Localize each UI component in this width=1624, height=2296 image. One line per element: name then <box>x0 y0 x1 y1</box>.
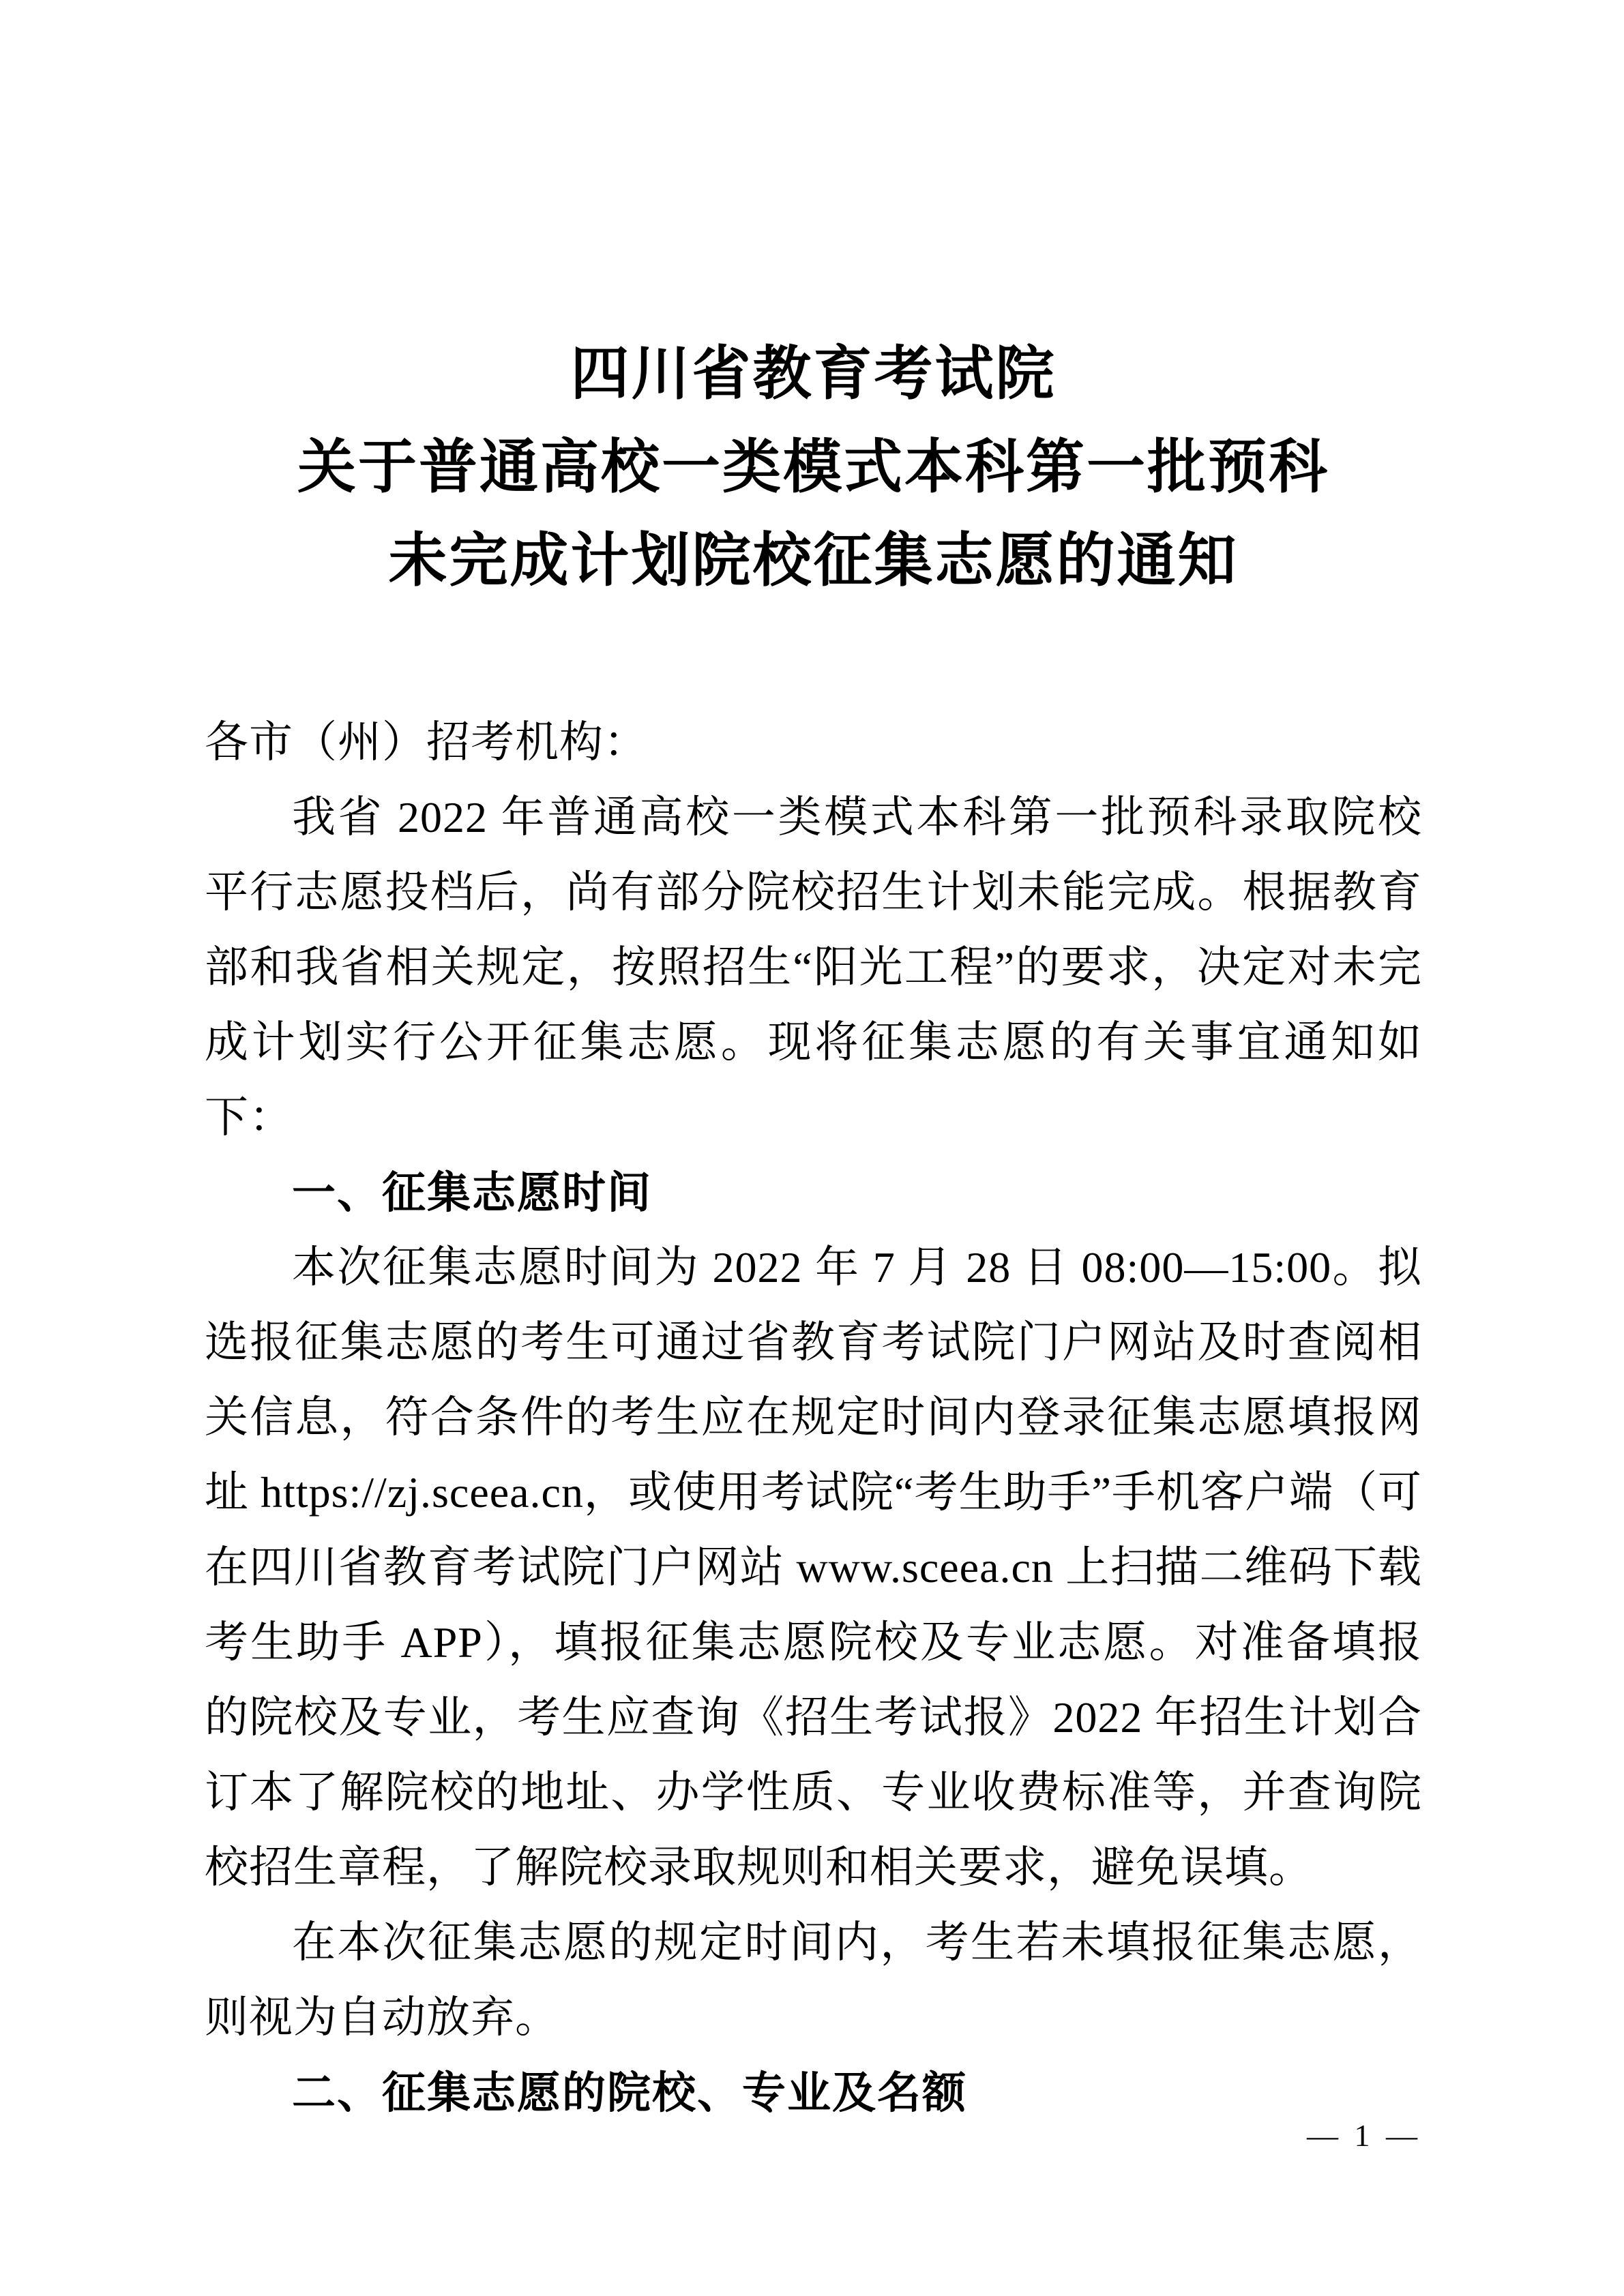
section-2-heading: 二、征集志愿的院校、专业及名额 <box>292 2068 967 2117</box>
deadline-paragraph: 在本次征集志愿的规定时间内，考生若未填报征集志愿，则视为自动放弃。 <box>205 1918 1422 2042</box>
title-line-1: 四川省教育考试院 <box>570 341 1057 406</box>
section-1-paragraph: 本次征集志愿时间为 2022 年 7 月 28 日 08:00—15:00。拟选报征集志愿的考生可通过省教育考试院门户网站及时查阅相关信息，符合条件的考生应在规定时间内登录征集志愿填报网址 https://zj.sceea.cn，或使用考试院“考生助手”手机客户端（可在四川省教育考试院门户网站 www.sceea.cn 上扫描二维码下载考生助手 APP），填报征集志愿院校及专业志愿。对准备填报的院校及专业，考生应查询《招生考试报》2022 年招生计划合订本了解院校的地址、办学性质、专业收费标准等，并查询院校招生章程，了解院校录取规则和相关要求，避免误填。 <box>205 1243 1422 1892</box>
page-number: — 1 — <box>1307 2118 1421 2153</box>
intro-paragraph: 我省 2022 年普通高校一类模式本科第一批预科录取院校平行志愿投档后，尚有部分院校招生计划未能完成。根据教育部和我省相关规定，按照招生“阳光工程”的要求，决定对未完成计划实行公开征集志愿。现将征集志愿的有关事宜通知如下： <box>205 793 1422 1142</box>
salutation-line: 各市（州）招考机构： <box>205 718 648 766</box>
document-title <box>205 327 1422 608</box>
section-1-heading: 一、征集志愿时间 <box>292 1168 652 1217</box>
title-line-2: 关于普通高校一类模式本科第一批预科 <box>297 434 1329 500</box>
document-content <box>205 327 1422 2130</box>
page-footer <box>1307 2120 1421 2151</box>
document-body <box>205 705 1422 2130</box>
title-line-3: 未完成计划院校征集志愿的通知 <box>388 528 1239 593</box>
